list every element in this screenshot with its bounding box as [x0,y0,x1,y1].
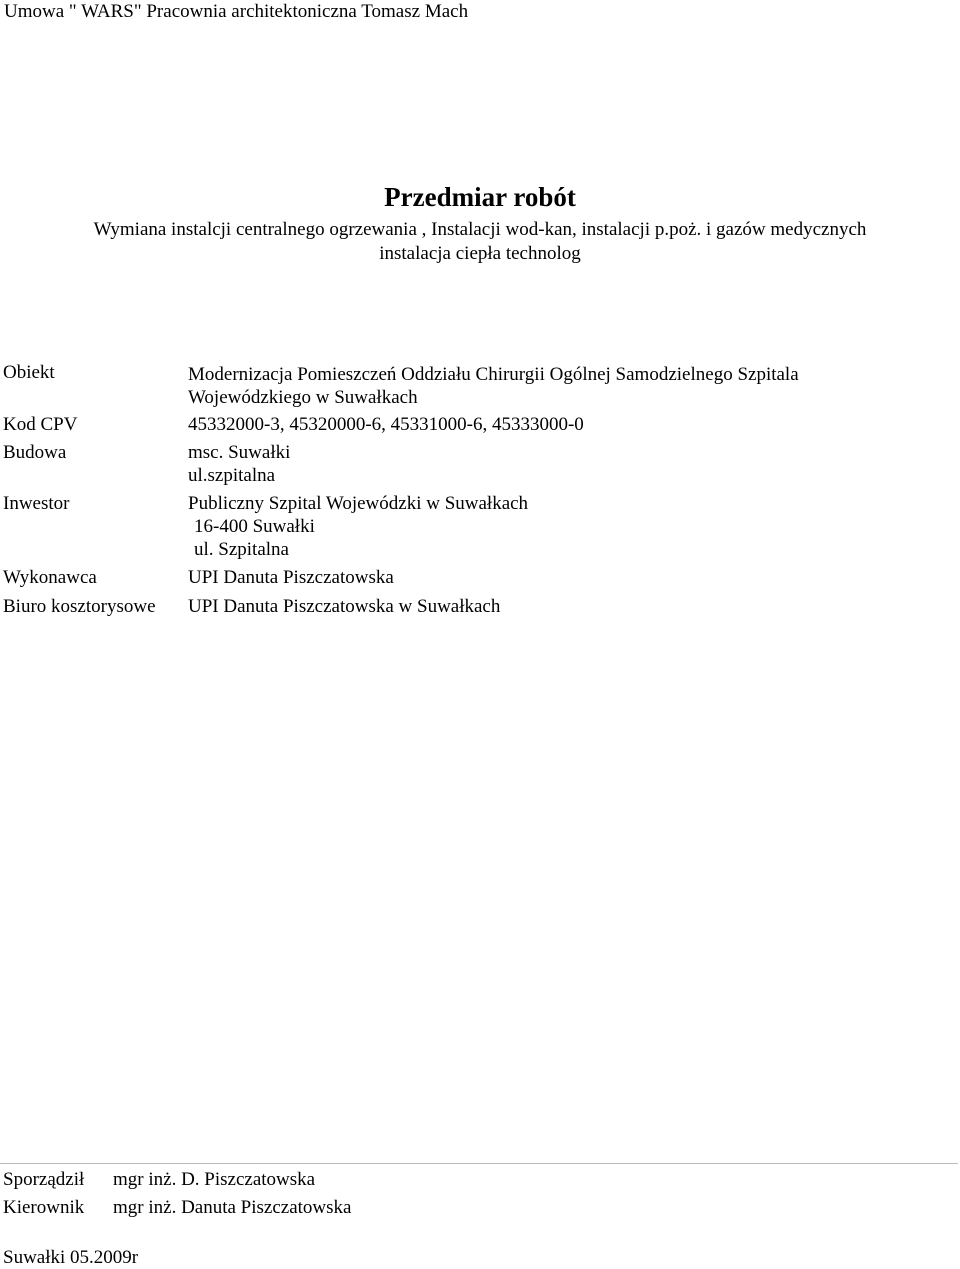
kierownik-value: mgr inż. Danuta Piszczatowska [113,1197,352,1218]
wykonawca-value: UPI Danuta Piszczatowska [188,567,394,588]
obiekt-value-line1: Modernizacja Pomieszczeń Oddziału Chirurgii Ogólnej Samodzielnego Szpitala [188,364,799,385]
document-subtitle-line1: Wymiana instalcji centralnego ogrzewania , Instalacji wod-kan, instalacji p.poż. i gazów medycznych [93,219,867,240]
budowa-value-line2: ul.szpitalna [188,465,276,486]
document-title: Przedmiar robót [384,182,576,212]
signature-divider [0,1163,958,1164]
budowa-label: Budowa [3,442,67,463]
contract-header: Umowa " WARS" Pracownia architektoniczna Tomasz Mach [4,1,469,22]
budowa-value-line1: msc. Suwałki [188,442,291,463]
kod-cpv-label: Kod CPV [3,414,78,435]
obiekt-value-line2: Wojewódzkiego w Suwałkach [188,387,418,408]
sporzadzil-label: Sporządził [3,1169,85,1190]
inwestor-value-line3: ul. Szpitalna [194,539,289,560]
place-date: Suwałki 05.2009r [3,1247,139,1268]
biuro-value: UPI Danuta Piszczatowska w Suwałkach [188,596,501,617]
inwestor-label: Inwestor [3,493,70,514]
sporzadzil-value: mgr inż. D. Piszczatowska [113,1169,316,1190]
inwestor-value-line2: 16-400 Suwałki [194,516,315,537]
biuro-label: Biuro kosztorysowe [3,596,156,617]
wykonawca-label: Wykonawca [3,567,97,588]
obiekt-label: Obiekt [3,362,55,383]
inwestor-value-line1: Publiczny Szpital Wojewódzki w Suwałkach [188,493,529,514]
document-subtitle-line2: instalacja ciepła technolog [379,243,581,264]
kod-cpv-value: 45332000-3, 45320000-6, 45331000-6, 45333000-0 [188,414,584,435]
kierownik-label: Kierownik [3,1197,85,1218]
